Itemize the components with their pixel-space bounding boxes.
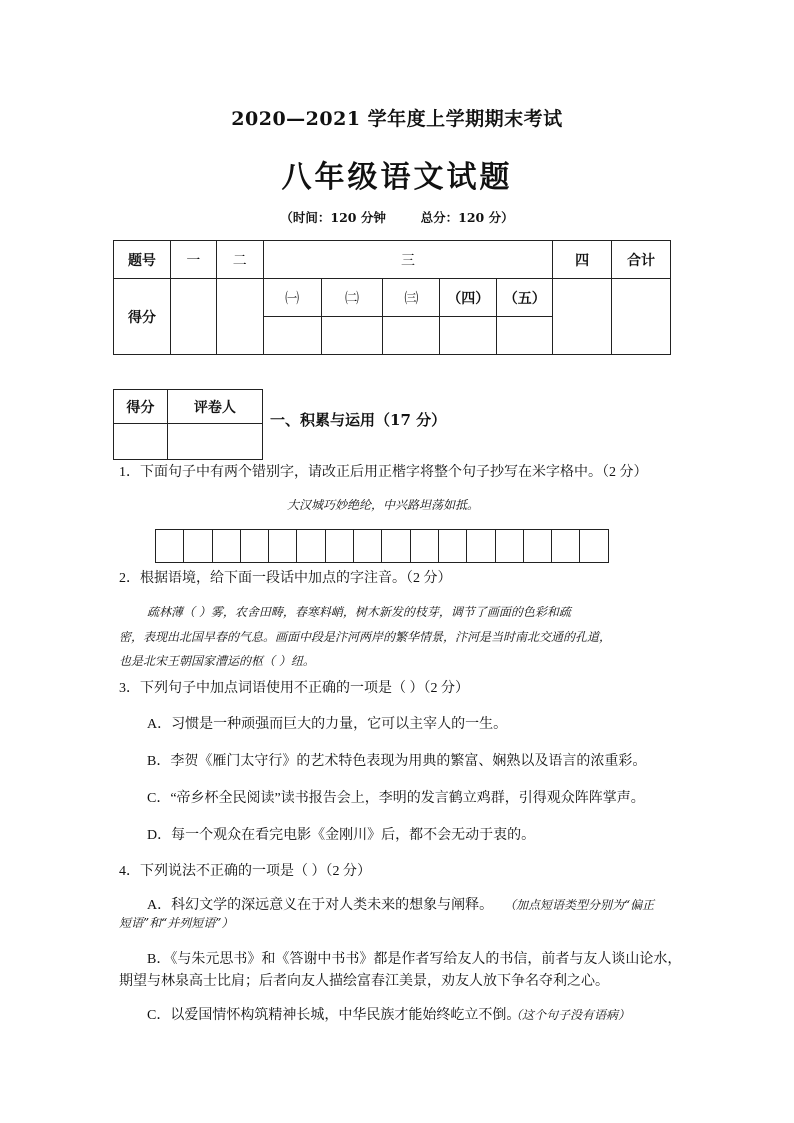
grader-score-label: 得分 bbox=[114, 390, 168, 424]
question-4-option-a: A．科幻文学的深远意义在于对人类未来的想象与阐释。 bbox=[147, 898, 494, 913]
score-table-sub-1: ㈠ bbox=[263, 279, 321, 317]
question-4-option-a-note-1: （加点短语类型分别为“偏正 bbox=[504, 898, 655, 912]
grid-cell[interactable] bbox=[495, 529, 524, 563]
grid-cell[interactable] bbox=[240, 529, 269, 563]
score-table-col-total: 合计 bbox=[612, 241, 671, 279]
exam-meta: （时间：120 分钟 总分：120 分） bbox=[280, 210, 514, 225]
question-3-option-a: A．习惯是一种顽强而巨大的力量，它可以主宰人的一生。 bbox=[147, 717, 508, 732]
grid-cell[interactable] bbox=[551, 529, 580, 563]
grid-cell[interactable] bbox=[438, 529, 467, 563]
grid-cell[interactable] bbox=[523, 529, 552, 563]
question-2-passage-line-1: 疏林薄（ ）雾，农舍田畴，春寒料峭，树木新发的枝芽，调节了画面的色彩和疏 bbox=[147, 605, 571, 619]
question-4-option-b-line-2: 期望与林泉高士比肩；后者向友人描绘富春江美景，劝友人放下争名夺利之心。 bbox=[119, 974, 609, 989]
score-table-sub-3: ㈢ bbox=[383, 279, 440, 317]
score-cell-2[interactable] bbox=[216, 279, 263, 355]
score-cell-3-1[interactable] bbox=[263, 317, 321, 355]
grid-cell[interactable] bbox=[296, 529, 325, 563]
grader-name-label: 评卷人 bbox=[167, 390, 262, 424]
grader-name-cell[interactable] bbox=[167, 424, 262, 460]
question-3-prompt: 3．下列句子中加点词语使用不正确的一项是（ ）（2 分） bbox=[119, 681, 469, 696]
grid-cell[interactable] bbox=[268, 529, 297, 563]
section-heading: 一、积累与运用（17 分） bbox=[270, 411, 447, 429]
question-1-sentence: 大汉城巧妙绝纶，中兴路坦荡如抵。 bbox=[287, 498, 480, 512]
grid-cell[interactable] bbox=[155, 529, 184, 563]
score-cell-3-5[interactable] bbox=[497, 317, 553, 355]
grid-cell[interactable] bbox=[466, 529, 495, 563]
question-4-prompt: 4．下列说法不正确的一项是（ ）（2 分） bbox=[119, 864, 371, 879]
question-4-option-a-note-2: 短语”和“并列短语”） bbox=[119, 916, 234, 930]
question-1-prompt: 1．下面句子中有两个错别字，请改正后用正楷字将整个句子抄写在米字格中。（2 分） bbox=[119, 465, 648, 480]
grid-cell[interactable] bbox=[579, 529, 608, 563]
score-cell-4[interactable] bbox=[553, 279, 612, 355]
score-cell-3-3[interactable] bbox=[383, 317, 440, 355]
score-table-header-label: 题号 bbox=[114, 241, 171, 279]
exam-title: 2020—2021 学年度上学期期末考试 bbox=[231, 108, 563, 130]
question-4-option-c-note: （这个句子没有语病） bbox=[510, 1008, 631, 1022]
paper-title: 八年级语文试题 bbox=[281, 160, 513, 195]
question-3-option-c: C．“帝乡杯全民阅读”读书报告会上，李明的发言鹤立鸡群，引得观众阵阵掌声。 bbox=[147, 791, 645, 806]
question-2-passage-line-2: 密，表现出北国早春的气息。画面中段是汴河两岸的繁华情景，汴河是当时南北交通的孔道， bbox=[119, 630, 612, 644]
score-table-sub-5: （五） bbox=[497, 279, 553, 317]
score-table-col-2: 二 bbox=[216, 241, 263, 279]
score-cell-3-2[interactable] bbox=[321, 317, 383, 355]
grid-cell[interactable] bbox=[381, 529, 410, 563]
score-table-sub-2: ㈡ bbox=[321, 279, 383, 317]
question-2-passage-line-3: 也是北宋王朝国家漕运的枢（ ）纽。 bbox=[119, 654, 315, 668]
question-2-prompt: 2．根据语境，给下面一段话中加点的字注音。（2 分） bbox=[119, 571, 452, 586]
score-table-col-3: 三 bbox=[263, 241, 553, 279]
score-table-col-1: 一 bbox=[170, 241, 216, 279]
score-cell-1[interactable] bbox=[170, 279, 216, 355]
score-table-score-label: 得分 bbox=[114, 279, 171, 355]
question-4-option-b-line-1: B．《与朱元思书》和《答谢中书书》都是作者写给友人的书信，前者与友人谈山论水， bbox=[147, 952, 682, 967]
score-cell-total[interactable] bbox=[612, 279, 671, 355]
score-cell-3-4[interactable] bbox=[440, 317, 497, 355]
question-4-option-c: C．以爱国情怀构筑精神长城，中华民族才能始终屹立不倒。 bbox=[147, 1008, 521, 1023]
grid-cell[interactable] bbox=[353, 529, 382, 563]
score-table-sub-4: （四） bbox=[440, 279, 497, 317]
grader-box bbox=[113, 389, 263, 460]
question-3-option-d: D．每一个观众在看完电影《金刚川》后，都不会无动于衷的。 bbox=[147, 828, 536, 843]
score-table bbox=[113, 240, 671, 355]
question-3-option-b: B．李贺《雁门太守行》的艺术特色表现为用典的繁富、娴熟以及语言的浓重彩。 bbox=[147, 754, 647, 769]
writing-grid bbox=[155, 529, 609, 563]
grid-cell[interactable] bbox=[410, 529, 439, 563]
grid-cell[interactable] bbox=[183, 529, 212, 563]
score-table-col-4: 四 bbox=[553, 241, 612, 279]
grader-score-cell[interactable] bbox=[114, 424, 168, 460]
grid-cell[interactable] bbox=[325, 529, 354, 563]
grid-cell[interactable] bbox=[212, 529, 241, 563]
